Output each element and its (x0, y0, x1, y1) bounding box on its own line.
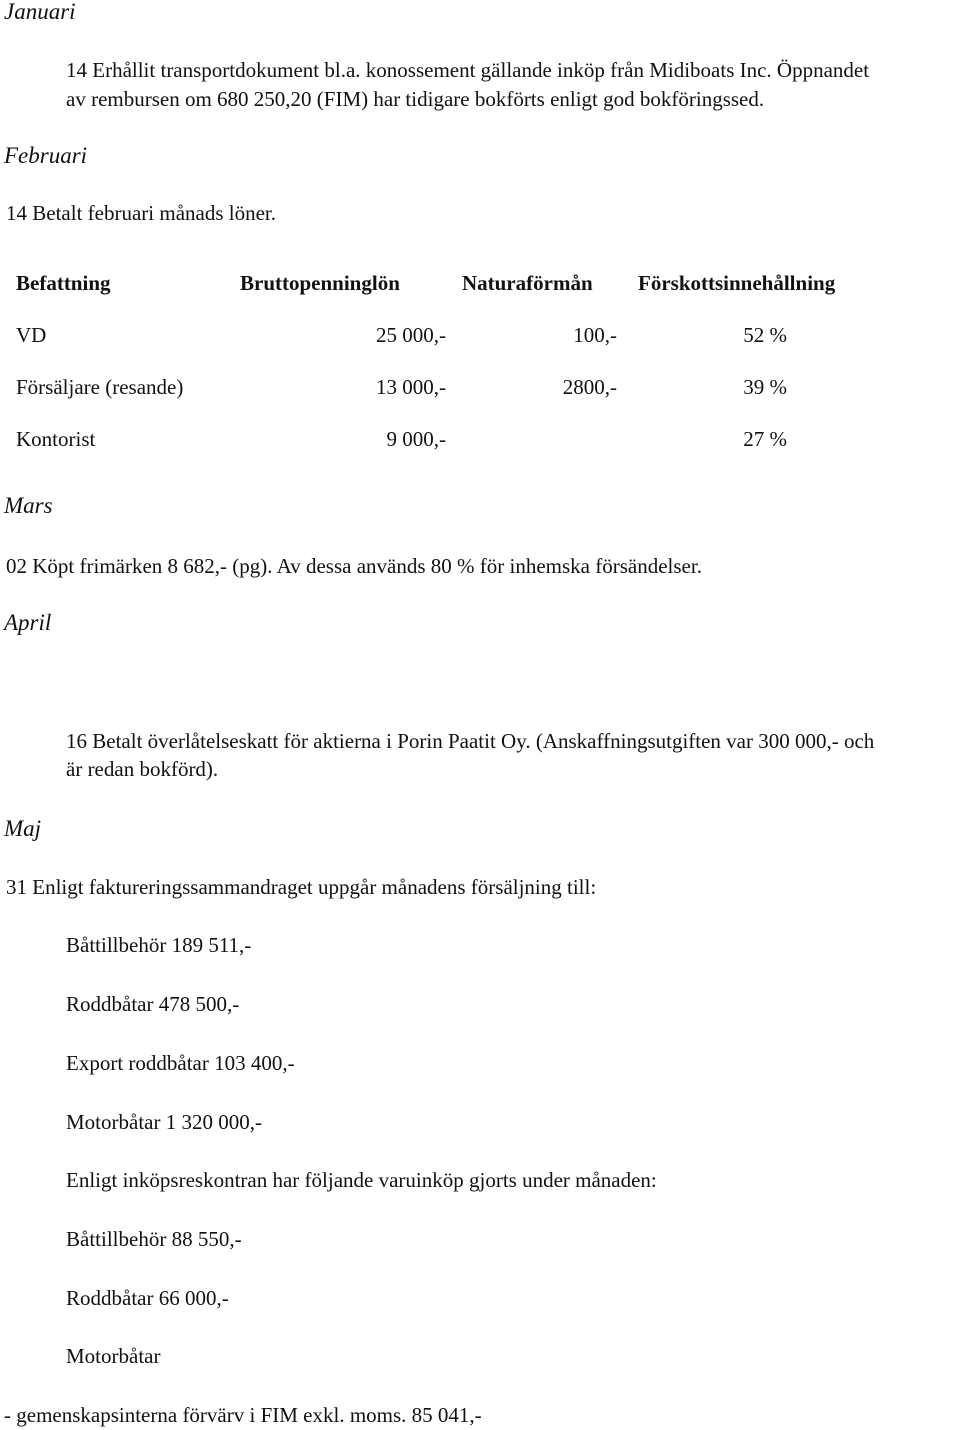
table-cell-forskott: 39 % (743, 375, 787, 399)
table-cell-befattning: Kontorist (16, 427, 96, 451)
list-item: Roddbåtar 66 000,- (66, 1286, 229, 1310)
entry-april-line-1: 16 Betalt överlåtelseskatt för aktierna i Porin Paatit Oy. (Anskaffningsutgiften var 300 000,- och (66, 729, 875, 753)
month-heading-april: April (4, 610, 52, 635)
table-header-bruttopenninglon: Bruttopenninglön (240, 271, 400, 295)
entry-mars-line-1: 02 Köpt frimärken 8 682,- (pg). Av dessa används 80 % för inhemska försändelser. (6, 554, 702, 578)
list-item: Motorbåtar 1 320 000,- (66, 1110, 262, 1134)
list-item: Export roddbåtar 103 400,- (66, 1051, 295, 1075)
month-heading-februari: Februari (4, 143, 88, 168)
list-item: Båttillbehör 189 511,- (66, 933, 252, 957)
month-heading-januari: Januari (4, 0, 76, 24)
table-cell-naturaformaan: 2800,- (562, 375, 617, 399)
list-item: Roddbåtar 478 500,- (66, 992, 240, 1016)
table-cell-naturaformaan: 100,- (573, 323, 617, 347)
table-cell-bruttopenninglon: 25 000,- (376, 323, 446, 347)
list-item: Båttillbehör 88 550,- (66, 1227, 242, 1251)
table-cell-bruttopenninglon: 9 000,- (386, 427, 446, 451)
table-cell-befattning: Försäljare (resande) (16, 375, 184, 399)
entry-maj-last-line: - gemenskapsinterna förvärv i FIM exkl. moms. 85 041,- (4, 1403, 482, 1427)
list-item: Motorbåtar (66, 1344, 161, 1368)
entry-maj-line-1: 31 Enligt faktureringssammandraget uppgår månadens försäljning till: (6, 875, 597, 899)
month-heading-mars: Mars (4, 493, 53, 518)
table-header-befattning: Befattning (16, 271, 111, 295)
table-cell-bruttopenninglon: 13 000,- (376, 375, 446, 399)
table-header-forskottsinnehallning: Förskottsinnehållning (638, 271, 836, 295)
month-heading-maj: Maj (4, 816, 42, 841)
entry-januari-line-2: av rembursen om 680 250,20 (FIM) har tidigare bokförts enligt god bokföringssed. (66, 87, 765, 111)
table-header-naturaformaan: Naturaförmån (462, 271, 593, 295)
table-cell-forskott: 52 % (743, 323, 787, 347)
purchases-intro: Enligt inköpsreskontran har följande varuinköp gjorts under månaden: (66, 1168, 657, 1192)
entry-april-line-2: är redan bokförd). (66, 757, 219, 781)
table-cell-befattning: VD (16, 323, 47, 347)
table-cell-forskott: 27 % (743, 427, 787, 451)
entry-januari-line-1: 14 Erhållit transportdokument bl.a. konossement gällande inköp från Midiboats Inc. Öppnandet (66, 58, 870, 82)
entry-februari-line-1: 14 Betalt februari månads löner. (6, 201, 276, 225)
